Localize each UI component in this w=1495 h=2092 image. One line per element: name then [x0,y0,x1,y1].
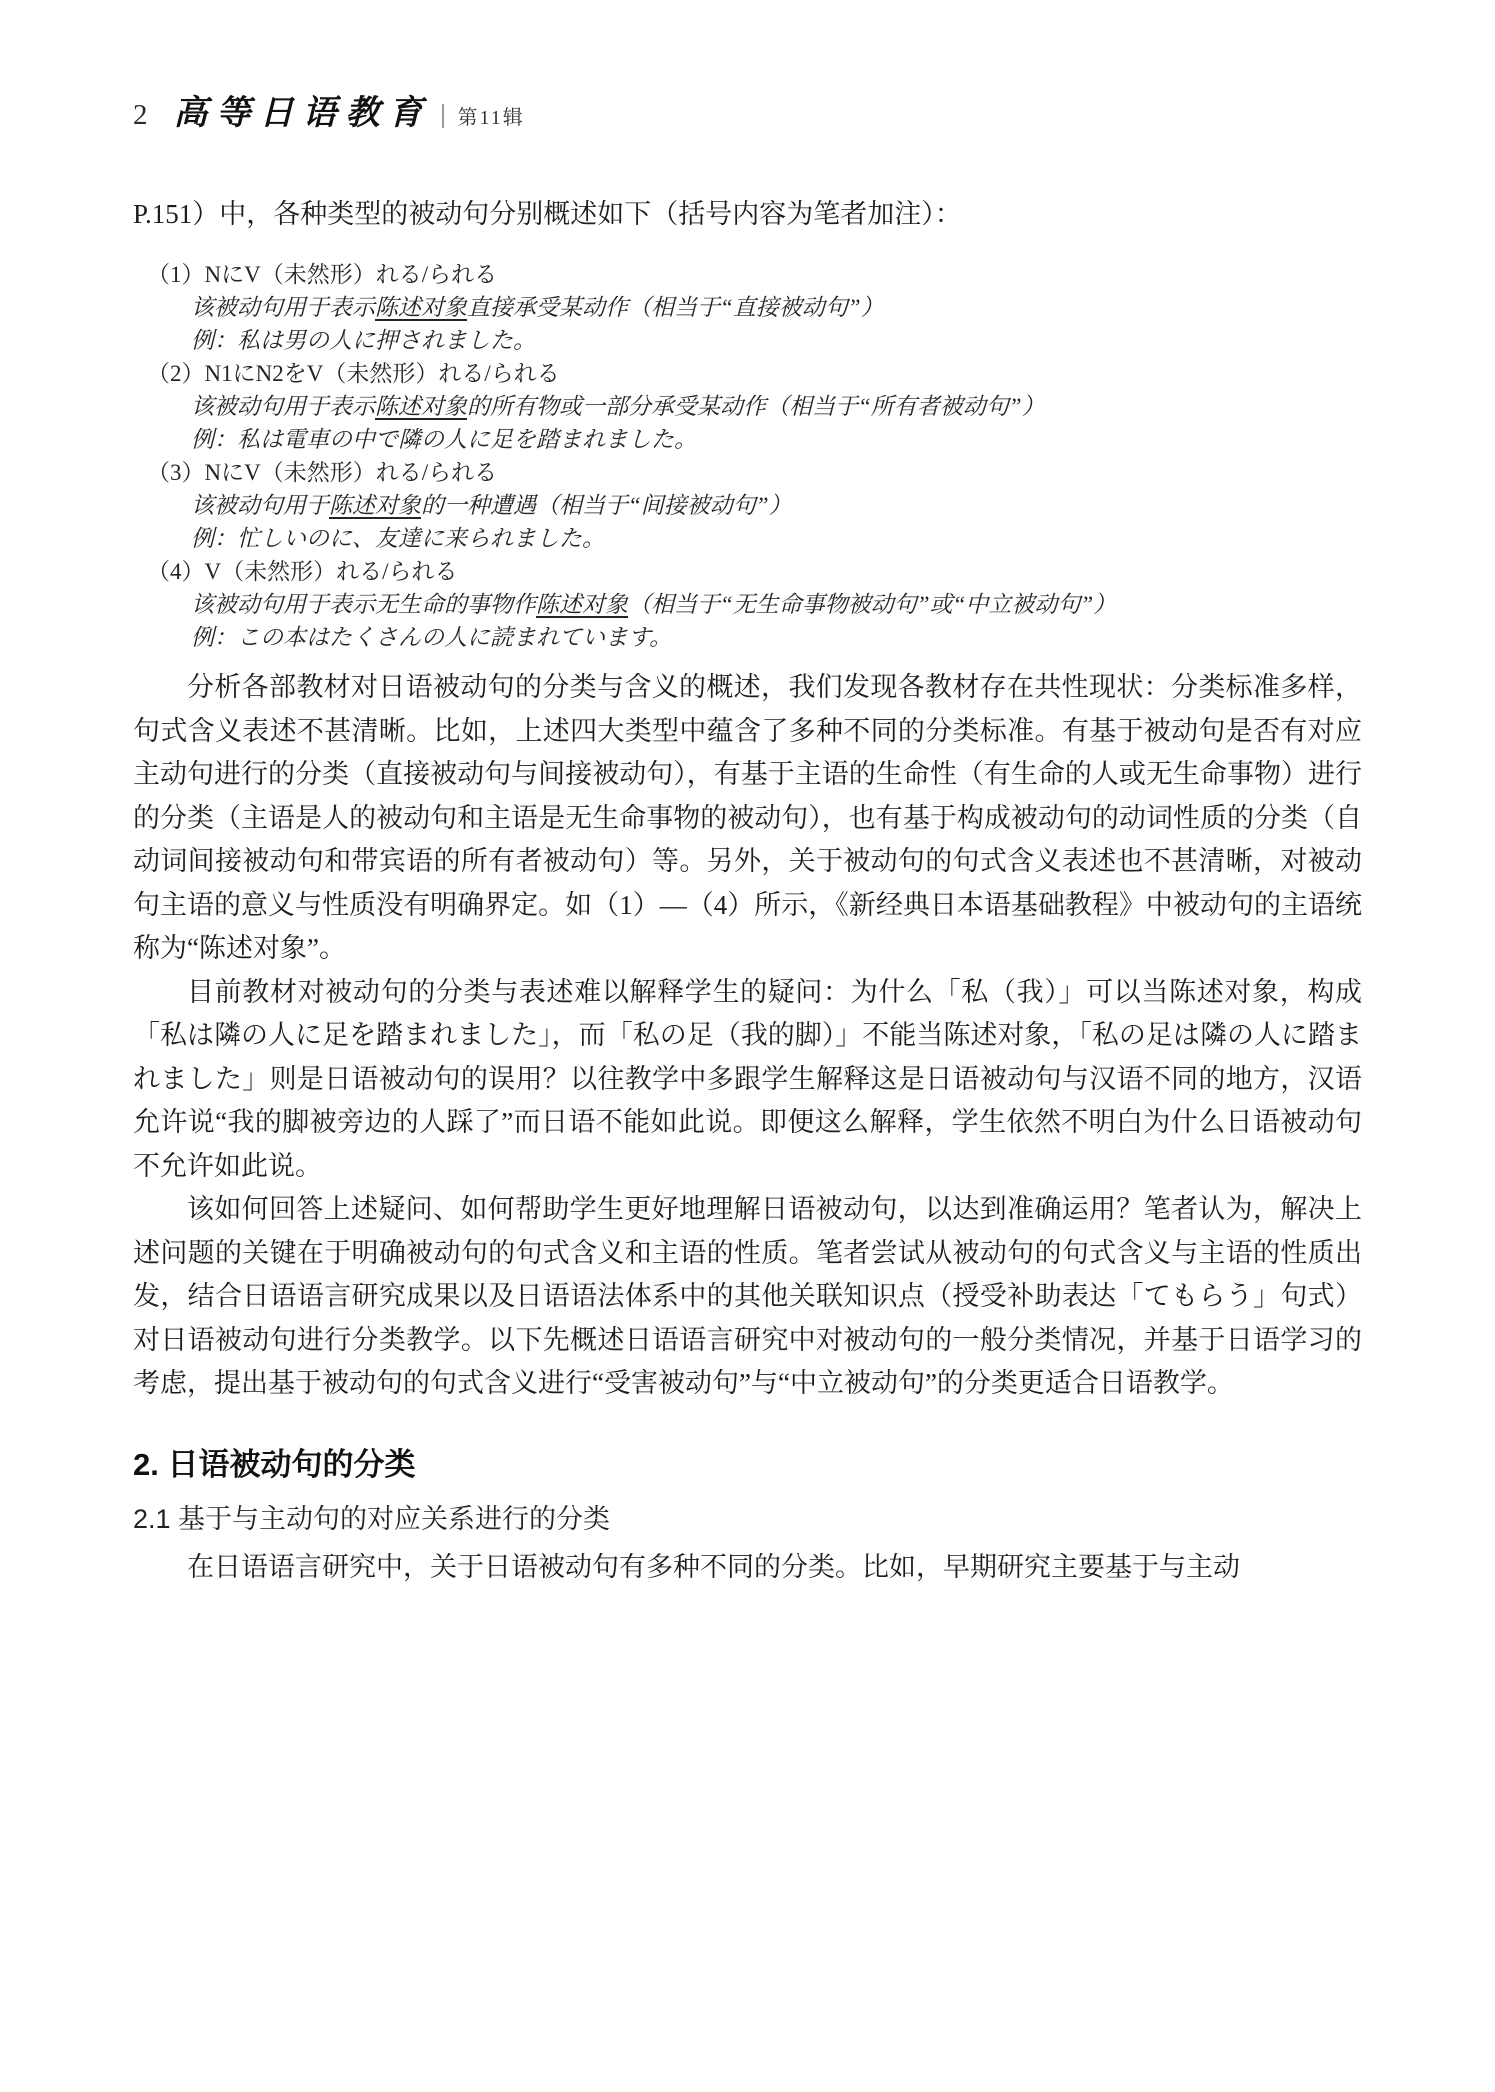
body-paragraph-3: 该如何回答上述疑问、如何帮助学生更好地理解日语被动句，以达到准确运用？笔者认为，解决上述问题的关键在于明确被动句的句式含义和主语的性质。笔者尝试从被动句的句式含义与主语的性质出发，结合日语语言研究成果以及日语语法体系中的其他关联知识点（授受补助表达「てもらう」句式）对日语被动句进行分类教学。以下先概述日语语言研究中对被动句的一般分类情况，并基于日语学习的考虑，提出基于被动句的句式含义进行“受害被动句”与“中立被动句”的分类更适合日语教学。 [133,1194,1362,1398]
desc-text: 该被动句用于表示无生命的事物作 [191,592,536,617]
subsection-heading: 2.1 基于与主动句的对应关系进行的分类 [133,1503,611,1534]
body-paragraph-4: 在日语语言研究中，关于日语被动句有多种不同的分类。比如，早期研究主要基于与主动 [187,1551,1240,1582]
page-header [133,92,1362,140]
list-item-desc [133,489,1362,522]
list-item-example: 例：私は男の人に押されました。 [191,328,536,353]
underlined-term: 陈述对象 [375,295,467,320]
list-item-desc [133,588,1362,621]
journal-title: 高等日语教育 [173,95,432,132]
desc-text: 该被动句用于 [191,493,329,518]
section-heading: 2. 日语被动句的分类 [133,1446,416,1482]
list-item-desc [133,390,1362,423]
underlined-term: 陈述对象 [329,493,421,518]
desc-text: 的一种遭遇（相当于“间接被动句”） [421,493,792,518]
desc-text: 的所有物或一部分承受某动作（相当于“所有者被动句”） [467,394,1045,419]
list-item-head: （4）V（未然形）れる/られる [147,559,458,584]
list-item-head: （3）NにV（未然形）れる/られる [147,460,498,485]
header-divider [442,104,444,128]
list-item-2 [133,357,1362,456]
intro-paragraph: P.151）中，各种类型的被动句分别概述如下（括号内容为笔者加注）： [133,199,962,229]
body-paragraph-2: 目前教材对被动句的分类与表述难以解释学生的疑问：为什么「私（我）」可以当陈述对象，构成「私は隣の人に足を踏まれました」，而「私の足（我的脚）」不能当陈述对象，「私の足は隣の人に踏まれました」则是日语被动句的误用？以往教学中多跟学生解释这是日语被动句与汉语不同的地方，汉语允许说“我的脚被旁边的人踩了”而日语不能如此说。即便这么解释，学生依然不明白为什么日语被动句不允许如此说。 [133,976,1362,1181]
list-item-example: 例：私は電車の中で隣の人に足を踏まれました。 [191,427,697,452]
list-item-3 [133,456,1362,555]
list-item-example: 例：この本はたくさんの人に読まれています。 [191,625,673,650]
passive-types-list [133,258,1362,654]
desc-text: （相当于“无生命事物被动句”或“中立被动句”） [628,592,1117,617]
volume-label: 第11辑 [457,107,525,129]
list-item-head: （2）N1にN2をV（未然形）れる/られる [147,361,560,386]
page-number: 2 [133,99,148,131]
desc-text: 该被动句用于表示 [191,295,375,320]
desc-text: 直接承受某动作（相当于“直接被动句”） [467,295,884,320]
underlined-term: 陈述对象 [375,394,467,419]
list-item-head: （1）NにV（未然形）れる/られる [147,262,498,287]
list-item-example: 例：忙しいのに、友達に来られました。 [191,526,605,551]
underlined-term: 陈述对象 [536,592,628,617]
desc-text: 该被动句用于表示 [191,394,375,419]
list-item-4 [133,555,1362,654]
list-item-1 [133,258,1362,357]
list-item-desc [133,291,1362,324]
body-paragraph-1: 分析各部教材对日语被动句的分类与含义的概述，我们发现各教材存在共性现状：分类标准多样，句式含义表述不甚清晰。比如，上述四大类型中蕴含了多种不同的分类标准。有基于被动句是否有对应主动句进行的分类（直接被动句与间接被动句），有基于主语的生命性（有生命的人或无生命事物）进行的分类（主语是人的被动句和主语是无生命事物的被动句），也有基于构成被动句的动词性质的分类（自动词间接被动句和带宾语的所有者被动句）等。另外，关于被动句的句式含义表述也不甚清晰，对被动句主语的意义与性质没有明确界定。如（1）—（4）所示，《新经典日本语基础教程》中被动句的主语统称为“陈述对象”。 [133,672,1362,963]
